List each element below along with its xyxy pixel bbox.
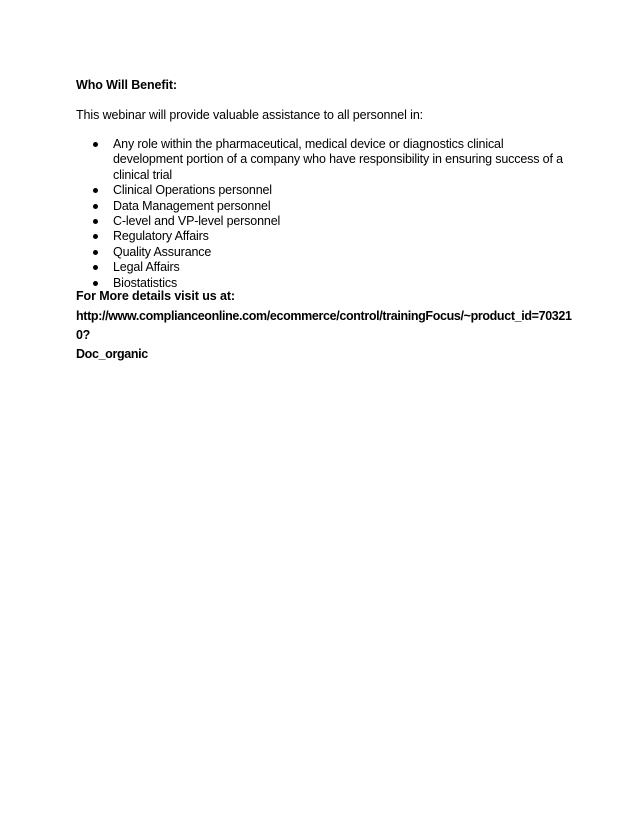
bullet-icon	[93, 188, 98, 193]
bullet-icon	[93, 234, 98, 239]
section-heading: Who Will Benefit:	[76, 78, 177, 92]
bullet-icon	[93, 281, 98, 286]
details-link-line-2[interactable]: Doc_organic	[76, 347, 148, 361]
list-item-text: Any role within the pharmaceutical, medical device or diagnostics clinical development portion of a company who have responsibility in ensuring success of a clinical trial	[113, 137, 563, 182]
details-link[interactable]	[76, 307, 576, 364]
list-item	[76, 137, 576, 183]
more-details-label: For More details visit us at:	[76, 289, 235, 303]
list-item	[76, 183, 576, 198]
list-item	[76, 229, 576, 244]
bullet-icon	[93, 142, 98, 147]
intro-text: This webinar will provide valuable assistance to all personnel in:	[76, 108, 424, 122]
list-item-text: C-level and VP-level personnel	[113, 214, 281, 229]
list-item-text: Clinical Operations personnel	[113, 183, 272, 198]
list-item	[76, 245, 576, 260]
list-item-text: Quality Assurance	[113, 244, 212, 259]
list-item	[76, 199, 576, 214]
details-link-line-1[interactable]: http://www.complianceonline.com/ecommerce/control/trainingFocus/~product_id=703210?	[76, 309, 572, 342]
list-item-text: Regulatory Affairs	[113, 229, 209, 244]
list-item-text: Biostatistics	[113, 275, 178, 290]
benefit-list	[76, 137, 576, 291]
list-item-text: Legal Affairs	[113, 260, 180, 275]
bullet-icon	[93, 265, 98, 270]
bullet-icon	[93, 219, 98, 224]
list-item-text: Data Management personnel	[113, 198, 271, 213]
bullet-icon	[93, 204, 98, 209]
list-item	[76, 214, 576, 229]
list-item	[76, 260, 576, 275]
bullet-icon	[93, 250, 98, 255]
